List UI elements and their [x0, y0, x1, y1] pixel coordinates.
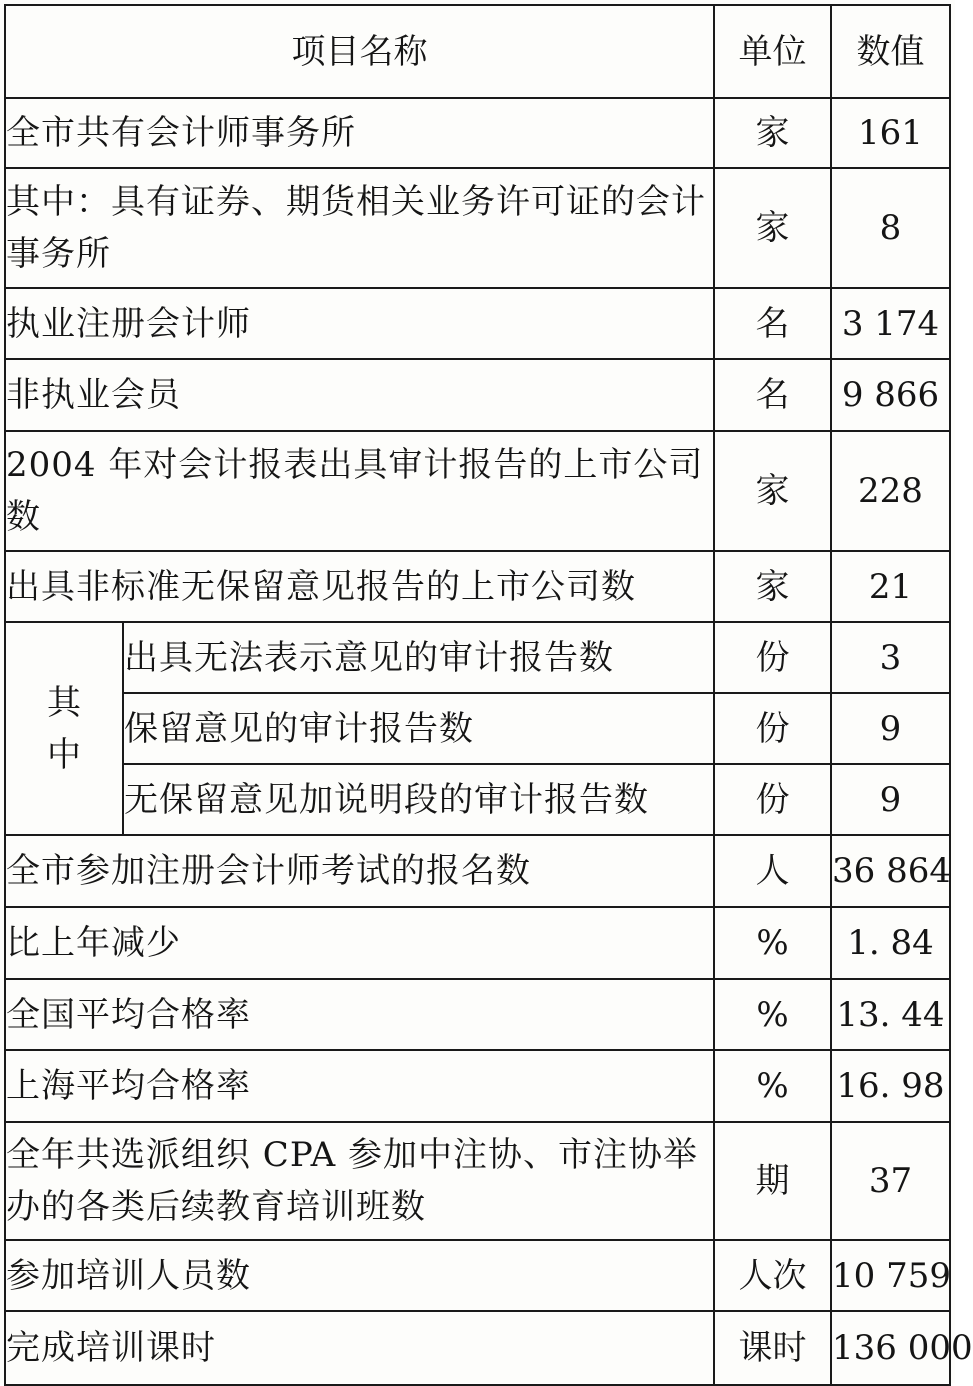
row-value: 9 866 [831, 359, 950, 431]
header-item-name: 项目名称 [5, 5, 714, 98]
header-unit: 单位 [714, 5, 831, 98]
row-name: 全国平均合格率 [5, 979, 714, 1050]
table-row [5, 359, 950, 431]
row-name: 全年共选派组织 CPA 参加中注协、市注协举办的各类后续教育培训班数 [5, 1122, 714, 1240]
row-name: 完成培训课时 [5, 1311, 714, 1385]
row-unit: 家 [714, 551, 831, 622]
sub-row-name: 无保留意见加说明段的审计报告数 [123, 764, 714, 835]
row-value: 37 [831, 1122, 950, 1240]
row-value: 21 [831, 551, 950, 622]
table-row [5, 622, 950, 693]
row-name: 全市共有会计师事务所 [5, 98, 714, 168]
row-name: 非执业会员 [5, 359, 714, 431]
header-value: 数值 [831, 5, 950, 98]
row-name: 执业注册会计师 [5, 288, 714, 359]
row-value: 10 759 [831, 1240, 950, 1311]
row-name: 其中：具有证券、期货相关业务许可证的会计事务所 [5, 168, 714, 288]
table-row [5, 907, 950, 979]
table-row [5, 1311, 950, 1385]
row-name: 全市参加注册会计师考试的报名数 [5, 835, 714, 907]
table-row [5, 979, 950, 1050]
row-value: 9 [831, 693, 950, 764]
table-row [5, 431, 950, 551]
row-name: 参加培训人员数 [5, 1240, 714, 1311]
row-value: 36 864 [831, 835, 950, 907]
row-value: 9 [831, 764, 950, 835]
row-value: 3 [831, 622, 950, 693]
row-name: 出具非标准无保留意见报告的上市公司数 [5, 551, 714, 622]
row-value: 161 [831, 98, 950, 168]
row-unit: 人 [714, 835, 831, 907]
table-row [5, 551, 950, 622]
row-value: 16. 98 [831, 1050, 950, 1122]
table-row [5, 1240, 950, 1311]
row-unit: % [714, 907, 831, 979]
statistics-table [4, 4, 973, 1386]
table-row [5, 98, 950, 168]
row-value: 136 000 [831, 1311, 950, 1385]
row-unit: % [714, 1050, 831, 1122]
row-unit: 家 [714, 168, 831, 288]
group-label [5, 622, 123, 835]
row-unit: 家 [714, 431, 831, 551]
table-row [5, 764, 950, 835]
table-row [5, 168, 950, 288]
row-unit: 课时 [714, 1311, 831, 1385]
group-label-line: 其 [47, 682, 81, 723]
row-unit: 期 [714, 1122, 831, 1240]
table-row [5, 835, 950, 907]
row-value: 8 [831, 168, 950, 288]
table-row [5, 1050, 950, 1122]
row-value: 228 [831, 431, 950, 551]
row-name: 上海平均合格率 [5, 1050, 714, 1122]
row-unit: 家 [714, 98, 831, 168]
row-unit: 份 [714, 764, 831, 835]
group-label-line: 中 [47, 734, 81, 775]
sub-row-name: 出具无法表示意见的审计报告数 [123, 622, 714, 693]
sub-row-name: 保留意见的审计报告数 [123, 693, 714, 764]
header-row [5, 5, 950, 98]
row-unit: 份 [714, 622, 831, 693]
table-row [5, 288, 950, 359]
row-unit: % [714, 979, 831, 1050]
row-unit: 人次 [714, 1240, 831, 1311]
row-value: 3 174 [831, 288, 950, 359]
row-value: 1. 84 [831, 907, 950, 979]
row-name: 2004 年对会计报表出具审计报告的上市公司数 [5, 431, 714, 551]
table-row [5, 693, 950, 764]
row-name: 比上年减少 [5, 907, 714, 979]
row-unit: 名 [714, 359, 831, 431]
row-unit: 份 [714, 693, 831, 764]
table-row [5, 1122, 950, 1240]
row-unit: 名 [714, 288, 831, 359]
row-value: 13. 44 [831, 979, 950, 1050]
